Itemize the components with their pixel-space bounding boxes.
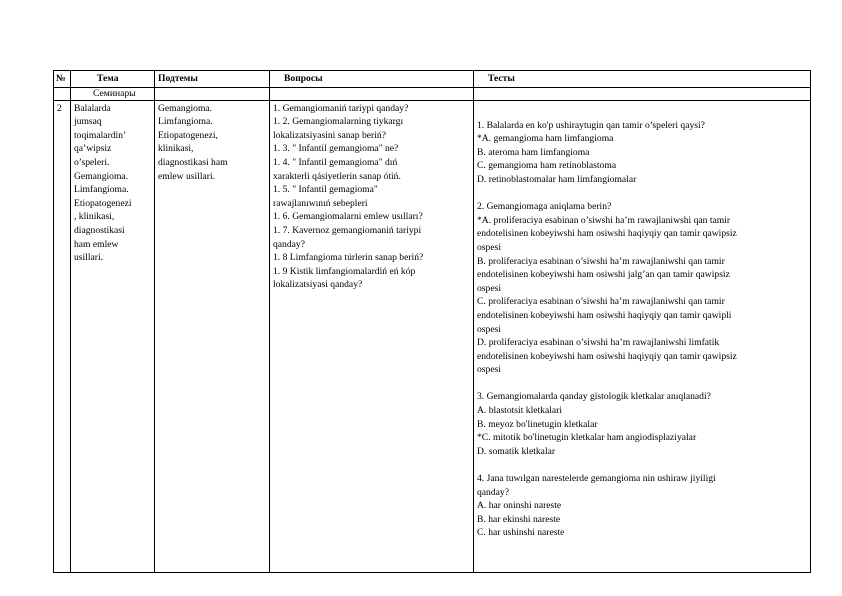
topic-line: jumsaq: [74, 116, 102, 128]
header-topic: Тема: [71, 71, 155, 88]
header-questions: Вопросы: [270, 71, 474, 88]
question-line: qanday?: [273, 238, 305, 250]
header-subtopics: Подтемы: [155, 71, 270, 88]
test-line: B. har ekinshi nareste: [477, 513, 561, 525]
test-line: D. retinoblastomalar ham limfangiomalar: [477, 173, 637, 185]
header-number: №: [54, 71, 71, 88]
topic-line: , klinikasi,: [74, 211, 115, 223]
topic-line: Etiopatogenezi: [74, 197, 132, 209]
question-line: xarakterli qásiyetlerin sanap ótiń.: [273, 170, 401, 182]
question-line: 1. 8 Limfangioma túrlerin sanap beriń?: [273, 252, 424, 264]
test-line: *A. gemangioma ham limfangioma: [477, 133, 614, 145]
question-line: 1. 6. Gemangiomalarni emlew usılları?: [273, 211, 423, 223]
test-line: ospesi: [477, 323, 501, 335]
subtopic-line: diagnostikasi ham: [158, 156, 228, 168]
section-row: [54, 87, 811, 100]
test-line: B. ateroma ham limfangioma: [477, 146, 590, 158]
test-line: 4. Jana tuwılgan narestelerde gemangioma nin ushiraw jiyiligi: [477, 473, 716, 485]
test-line: C. har ushinshi nareste: [477, 527, 565, 539]
test-line: A. blastotsit kletkalari: [477, 405, 562, 417]
test-line: B. meyoz bo'linetugin kletkalar: [477, 418, 598, 430]
topic-line: Limfangioma.: [74, 184, 129, 196]
section-label: Семинары: [71, 87, 155, 100]
topic-line: Balalarda: [74, 102, 111, 114]
tests-cell: [474, 100, 811, 572]
test-line: ospesi: [477, 241, 501, 253]
section-empty-cell: [270, 87, 474, 100]
document-table: [53, 70, 811, 573]
test-line: C. gemangioma ham retinoblastoma: [477, 160, 617, 172]
question-line: 1. 3. " Infantil gemangioma" ne?: [273, 143, 399, 155]
header-tests: Тесты: [474, 71, 811, 88]
test-line: endotelisinen kobeyiwshi ham osiwshi haqiyqiy qan tamir qawipsiz: [477, 228, 737, 240]
question-line: 1. Gemangiomaniń tariypi qanday?: [273, 102, 409, 114]
topic-line: diagnostikasi: [74, 224, 125, 236]
test-line: D. proliferaciya esabinan o’siwshi ha’m rawajlaniwshi limfatik: [477, 337, 720, 349]
test-line: D. somatik kletkalar: [477, 445, 556, 457]
section-empty-cell: [54, 87, 71, 100]
subtopic-line: Limfangioma.: [158, 116, 213, 128]
test-line: *C. mitotik bo'linetugin kletkalar ham angiodisplaziyalar: [477, 432, 697, 444]
test-line: B. proliferaciya esabinan o’siwshi ha’m rawajlaniwshi qan tamir: [477, 255, 725, 267]
subtopic-line: klinikasi,: [158, 143, 194, 155]
topic-line: Gemangioma.: [74, 170, 129, 182]
test-line: C. proliferaciya esabinan o’siwshi ha’m rawajlaniwshi qan tamir: [477, 296, 725, 308]
test-line: 1. Balalarda en ko'p ushiraytugin qan tamir o’speleri qaysi?: [477, 119, 705, 131]
subtopic-line: Etiopatogenezi,: [158, 129, 218, 141]
header-row: [54, 71, 811, 88]
questions-cell: [270, 100, 474, 572]
topic-line: usillari.: [74, 252, 104, 264]
topic-line: toqimalardin’: [74, 129, 127, 141]
test-line: A. har oninshi nareste: [477, 500, 562, 512]
subtopic-line: Gemangioma.: [158, 102, 213, 114]
test-question-block: [477, 119, 807, 187]
subtopic-line: emlew usillari.: [158, 170, 216, 182]
question-line: rawajlanıwınıń sebepleri: [273, 197, 368, 209]
question-line: 1. 4. " Infantil gemangioma" dıń: [273, 156, 398, 168]
subtopics-cell: [155, 100, 270, 572]
question-line: lokalizatsiyasini sanap beriń?: [273, 129, 386, 141]
topic-line: qa’wipsiz: [74, 143, 112, 155]
question-line: 1. 5. " Infantil gemagioma": [273, 184, 378, 196]
test-line: ospesi: [477, 364, 501, 376]
topic-line: o’speleri.: [74, 156, 110, 168]
topic-cell: [71, 100, 155, 572]
question-line: 1. 9 Kistik limfangiomalardiń eń kóp: [273, 265, 416, 277]
test-line: *A. proliferaciya esabinan o’siwshi ha’m rawajlaniwshi qan tamir: [477, 214, 731, 226]
test-line: endotelisinen kobeyiwshi ham osiwshi haqiyqiy qan tamir qawipsiz: [477, 350, 737, 362]
test-line: 3. Gemangiomalarda qanday gistologik kletkalar anıqlanadi?: [477, 391, 711, 403]
test-question-block: [477, 390, 807, 458]
test-line: endotelisinen kobeyiwshi ham osiwshi jalg’an qan tamir qawipsiz: [477, 269, 730, 281]
question-line: 1. 2. Gemangiomalarning tiykargı: [273, 116, 404, 128]
test-line: endotelisinen kobeyiwshi ham osiwshi haqiyqiy qan tamir qawipli: [477, 309, 732, 321]
test-question-block: [477, 200, 807, 377]
table-row: [54, 100, 811, 572]
test-question-block: [477, 472, 807, 540]
question-line: lokalizatsiyasi qanday?: [273, 279, 363, 291]
section-empty-cell: [474, 87, 811, 100]
section-empty-cell: [155, 87, 270, 100]
row-number: 2: [54, 100, 71, 572]
test-line: qanday?: [477, 486, 509, 498]
topic-line: ham emlew: [74, 238, 119, 250]
test-line: ospesi: [477, 282, 501, 294]
question-line: 1. 7. Kavernoz gemangiomaniń tariypi: [273, 224, 422, 236]
test-line: 2. Gemangiomaga aniqlama berin?: [477, 201, 612, 213]
